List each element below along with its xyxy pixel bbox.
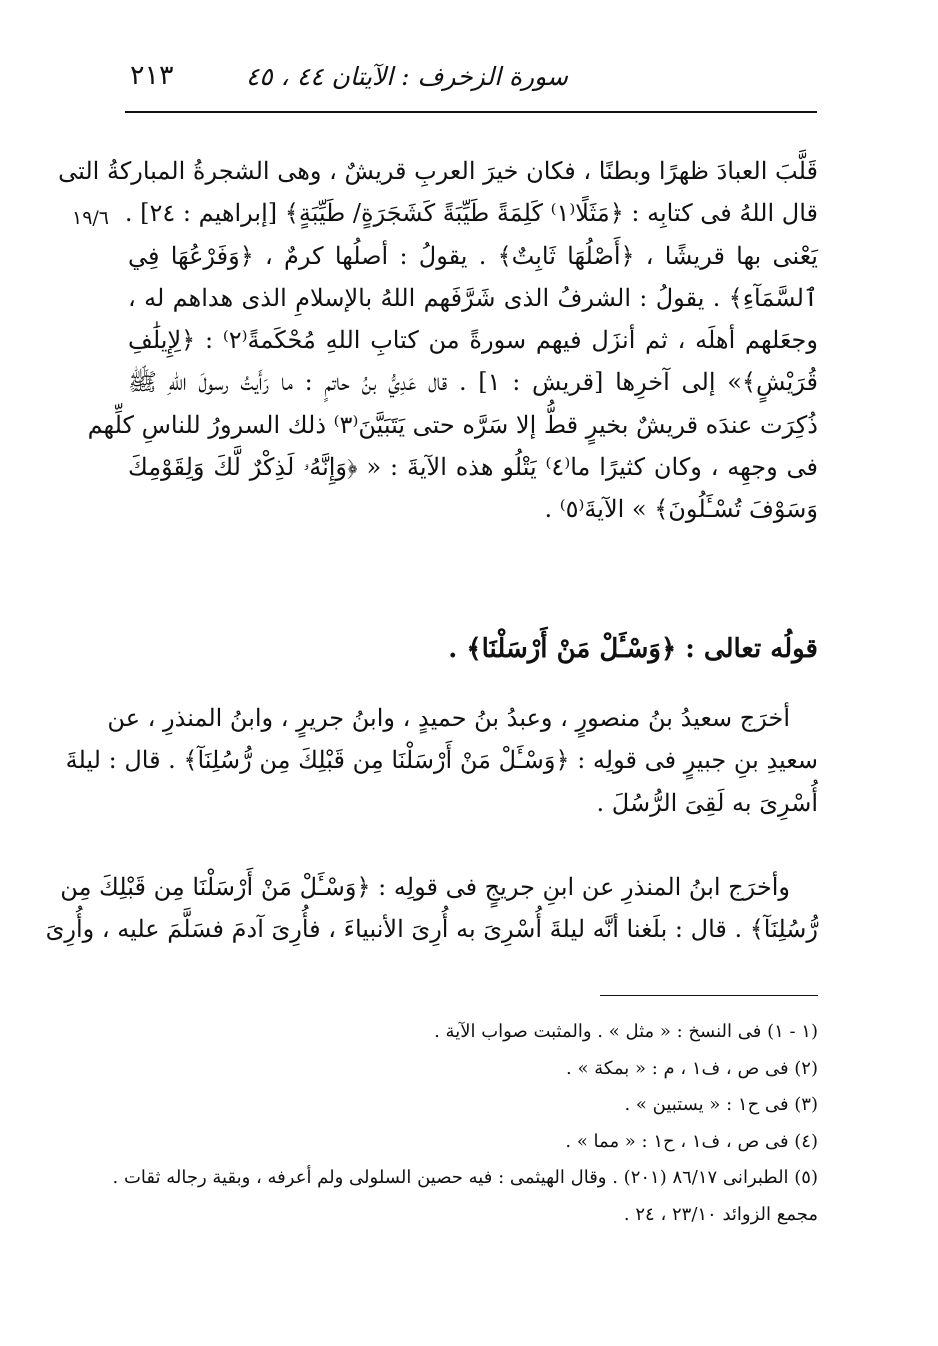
section-heading: قولُه تعالى : ﴿وَسْـَٔلْ مَنْ أَرْسَلْنَا﴾ .: [448, 634, 818, 664]
footnote-rule: [600, 995, 818, 996]
text-line: قال اللهُ فى كتابِه : ﴿مَثَلًا⁽١⁾ كَلِمَةً طَيِّبَةً كَشَجَرَةٍ/ طَيِّبَةٍ﴾ [إبراهيم : ٢٤] .: [124, 199, 818, 228]
text-line: وجعَلهم أهلَه ، ثم أنزَل فيهم سورةً من كتابِ اللهِ مُحْكَمةً⁽٢⁾ : ﴿لِإِيلَٰفِ: [128, 326, 818, 355]
page-number: ٢١٣: [130, 60, 174, 91]
footnote: (٣) فى ح١ : « يستبين » .: [624, 1094, 818, 1115]
text-line: أُسْرِىَ به لَقِىَ الرُّسُلَ .: [596, 788, 818, 817]
text-line: وَسَوْفَ تُسْـَٔلُونَ﴾ » الآيةَ⁽٥⁾ .: [544, 495, 818, 524]
footnote: (٢) فى ص ، ف١ ، م : « بمكة » .: [566, 1057, 818, 1079]
text-line: ذُكِرَت عندَه قريشٌ بخيرٍ قطُّ إلا سَرَّه حتى يَتَبَيَّنَ⁽٣⁾ ذلك السرورُ للناسِ كلِّهم: [87, 410, 818, 439]
text-line: سعيدِ بنِ جبيرٍ فى قولِه : ﴿وَسْـَٔلْ مَنْ أَرْسَلْنَا مِن قَبْلِكَ مِن رُّسُلِنَآ﴾ . قال : ليلةَ: [65, 746, 818, 775]
text-line: قُرَيْشٍ﴾» إلى آخرِها [قريش : ١] . قال عَدِيُّ بنُ حاتمٍ : ما رَأَيتُ رسولَ اللهِ ﷺ: [128, 368, 818, 397]
paragraph-2: [65, 697, 818, 824]
text-line: فى وجهِه ، وكان كثيرًا ما⁽٤⁾ يَتْلُو هذه الآيةَ : « ﴿وَإِنَّهُۥ لَذِكْرٌ لَّكَ وَلِقَوْمِكَ: [128, 453, 818, 482]
text-line: أخرَج سعيدُ بنُ منصورٍ ، وعبدُ بنُ حميدٍ ، وابنُ جريرٍ ، وابنُ المنذرِ ، عن: [107, 704, 790, 732]
margin-volume-reference: ١٩/٦: [72, 207, 110, 229]
footnote: (٥) الطبرانى ٨٦/١٧ (٢٠١) . وقال الهيثمى : فيه حصين السلولى ولم أعرفه ، وبقية رجاله ثقات .: [112, 1167, 818, 1188]
text-line: ٱلسَّمَآءِ﴾ . يقولُ : الشرفُ الذى شَرَّفَهم اللهُ بالإسلامِ الذى هداهم له ،: [128, 283, 818, 312]
text-line: قَلَّبَ العبادَ ظهرًا وبطنًا ، فكان خيرَ العربِ قريشٌ ، وهى الشجرةُ المباركةُ التى: [58, 157, 818, 185]
footnote: (٤) فى ص ، ف١ ، ح١ : « مما » .: [565, 1130, 818, 1152]
footnotes: [112, 1014, 818, 1233]
paragraph-3: [45, 866, 818, 951]
header-rule: [125, 111, 817, 113]
footnote: مجمع الزوائد ٢٣/١٠ ، ٢٤ .: [623, 1203, 818, 1225]
running-title: سورة الزخرف : الآيتان ٤٤ ، ٤٥: [245, 62, 568, 91]
footnote: (١ - ١) فى النسخ : « مثل » . والمثبت صواب الآية .: [434, 1021, 818, 1042]
text-line: وأخرَج ابنُ المنذرِ عن ابنِ جريجٍ فى قولِه : ﴿وَسْـَٔلْ مَنْ أَرْسَلْنَا مِن قَبْلِكَ مِن: [60, 873, 790, 901]
text-line: يَعْنى بها قريشًا ، ﴿أَصْلُهَا ثَابِتٌ﴾ . يقولُ : أصلُها كرمٌ ، ﴿وَفَرْعُهَا فِي: [128, 241, 818, 270]
running-header: [128, 58, 818, 106]
text-line: رُّسُلِنَآ﴾ . قال : بلَغنا أنَّه ليلةَ أُسْرِىَ به أُرِىَ الأنبياءَ ، فأُرِىَ آدمَ فسَلَّمَ عليه ، وأُرِىَ: [45, 915, 818, 944]
